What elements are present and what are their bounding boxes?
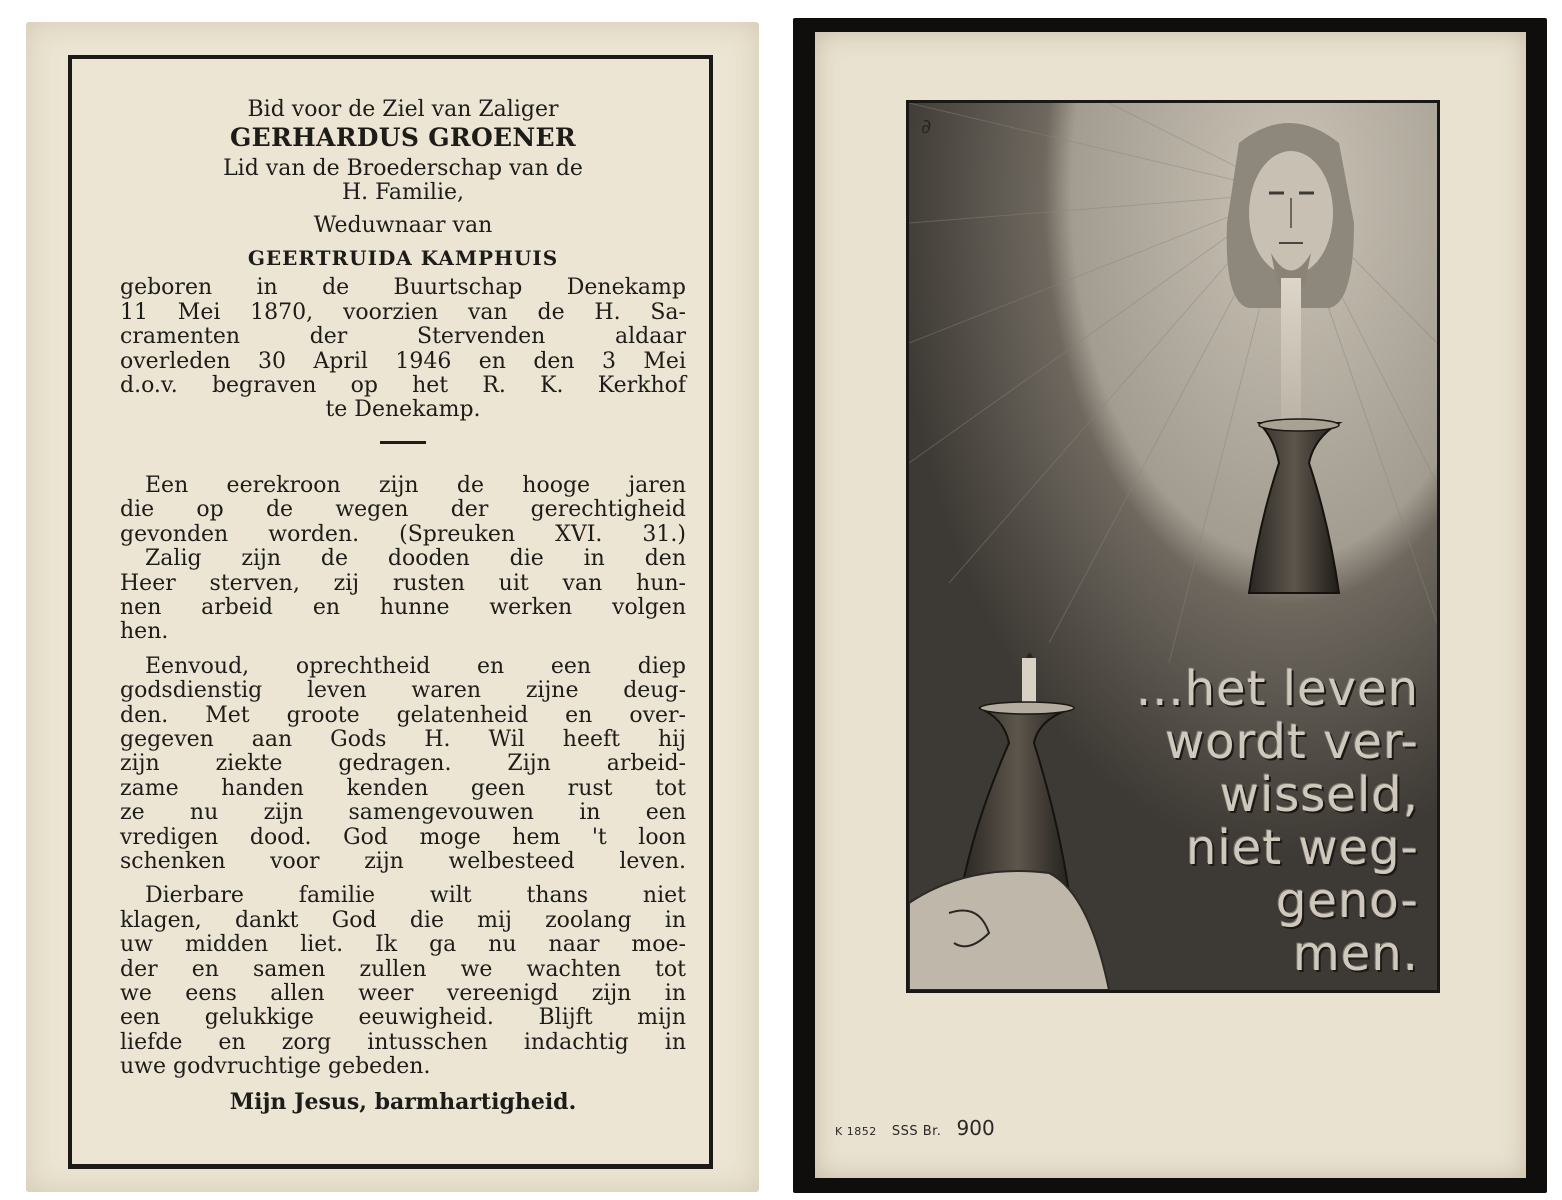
quote-line: Een eerekroon zijn de hooge jaren — [145, 472, 686, 498]
motto-text — [1089, 663, 1419, 981]
biography-line: 11 Mei 1870, voorzien van de H. Sa- — [120, 299, 686, 325]
farewell-line: liefde en zorg intusschen indachtig in — [120, 1029, 686, 1055]
tribute-line: godsdienstig leven waren zijne deug- — [120, 678, 686, 704]
printer-imprint — [835, 1116, 995, 1140]
farewell-line: we eens allen weer vereenigd zijn in — [120, 981, 686, 1006]
artist-monogram: ∂ — [921, 114, 932, 138]
card-text — [120, 98, 686, 1114]
quote-line: hen. — [120, 619, 169, 645]
quote-line: nen arbeid en hunne werken volgen — [120, 594, 686, 620]
memorial-card-image-side — [793, 18, 1547, 1193]
tribute-line: zame handen kenden geen rust tot — [120, 775, 686, 801]
quote-line: Heer sterven, zij rusten uit van hun- — [120, 570, 686, 596]
farewell-line: klagen, dankt God die mij zoolang in — [120, 907, 686, 933]
card-paper — [815, 32, 1526, 1178]
farewell-line: Dierbare familie wilt thans niet — [145, 883, 686, 909]
farewell-line: der en samen zullen we wachten tot — [120, 956, 686, 982]
farewell-line: uwe godvruchtige gebeden. — [120, 1054, 431, 1080]
memorial-card-text-side — [26, 22, 759, 1192]
tribute-line: Eenvoud, oprechtheid en een diep — [145, 653, 686, 679]
divider-rule — [380, 441, 426, 444]
farewell-line: uw midden liet. Ik ga nu naar moe- — [120, 932, 686, 958]
motto-line: geno- — [1276, 873, 1419, 929]
tribute-line: zijn ziekte gedragen. Zijn arbeid- — [120, 751, 686, 777]
biography-line: d.o.v. begraven op het R. K. Kerkhof — [120, 373, 686, 399]
printer-code: K 1852 — [835, 1125, 877, 1138]
tribute-line: schenken voor zijn welbesteed leven. — [120, 848, 686, 874]
membership-line: H. Familie, — [341, 180, 465, 206]
deceased-name: GERHARDUS GROENER — [230, 123, 576, 153]
tribute-paragraph — [120, 655, 686, 875]
quote-line: gevonden worden. (Spreuken XVI. 31.) — [120, 521, 686, 547]
tribute-line: vredigen dood. God moge hem 't loon — [120, 824, 686, 850]
biography-line: cramenten der Stervenden aldaar — [120, 324, 686, 350]
candle-icon — [1022, 658, 1036, 703]
tribute-line: den. Met groote gelatenheid en over- — [120, 702, 686, 728]
biography — [120, 276, 686, 422]
biography-line: overleden 30 April 1946 en den 3 Mei — [120, 348, 686, 374]
widower-of: Weduwnaar van — [313, 212, 493, 238]
motto-line: wordt ver- — [1165, 714, 1419, 770]
scripture-quote — [120, 474, 686, 645]
farewell-paragraph — [120, 884, 686, 1079]
membership-line: Lid van de Broederschap van de — [223, 155, 583, 181]
intro-line: Bid voor de Ziel van Zaliger — [247, 97, 559, 122]
printer-mark: SSS Br. — [891, 1124, 942, 1139]
spouse-name: GEERTRUIDA KAMPHUIS — [247, 246, 559, 271]
devotional-illustration — [906, 100, 1440, 993]
tribute-line: ze nu zijn samengevouwen in een — [120, 800, 686, 826]
farewell-line: een gelukkige eeuwigheid. Blijft mijn — [120, 1005, 686, 1031]
biography-line: te Denekamp. — [325, 397, 481, 423]
motto-line: men. — [1293, 926, 1419, 982]
tribute-line: gegeven aan Gods H. Wil heeft hij — [120, 726, 686, 752]
biography-line: geboren in de Buurtschap Denekamp — [120, 275, 686, 301]
closing-prayer: Mijn Jesus, barmhartigheid. — [229, 1088, 577, 1115]
quote-line: Zalig zijn de dooden die in den — [145, 546, 686, 572]
motto-line: niet weg- — [1186, 820, 1419, 876]
motto-line: wisseld, — [1219, 767, 1419, 823]
motto-line: ...het leven — [1135, 661, 1419, 717]
quote-line: die op de wegen der gerechtigheid — [120, 497, 686, 523]
light-beam — [1281, 278, 1301, 428]
membership — [120, 157, 686, 206]
card-number: 900 — [956, 1116, 995, 1140]
